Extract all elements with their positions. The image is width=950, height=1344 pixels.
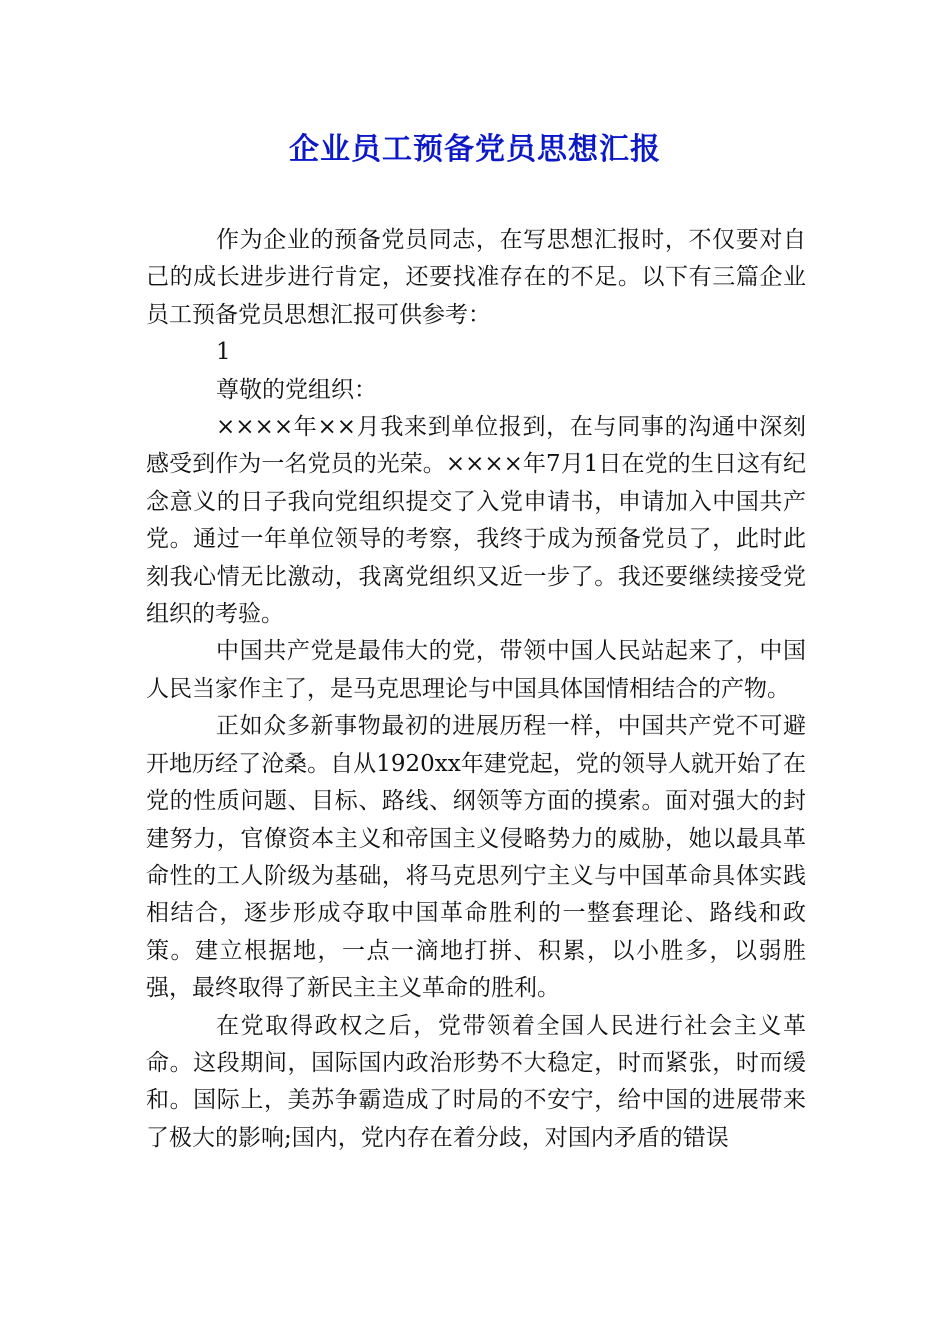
body-paragraph: 中国共产党是最伟大的党，带领中国人民站起来了，中国人民当家作主了，是马克思理论与中国具体国情相结合的产物。 [146, 638, 806, 702]
salutation: 尊敬的党组织： [216, 376, 377, 403]
section-number: 1 [216, 339, 231, 366]
document-body [146, 222, 806, 1157]
body-paragraph: 正如众多新事物最初的进展历程一样，中国共产党不可避开地历经了沧桑。自从1920xx年建党起，党的领导人就开始了在党的性质问题、目标、路线、纲领等方面的摸索。面对强大的封建努力，官僚资本主义和帝国主义侵略势力的威胁，她以最具革命性的工人阶级为基础，将马克思列宁主义与中国革命具体实践相结合，逐步形成夺取中国革命胜利的一整套理论、路线和政策。建立根据地，一点一滴地打拼、积累，以小胜多，以弱胜强，最终取得了新民主主义革命的胜利。 [146, 713, 806, 1002]
body-paragraph: 在党取得政权之后，党带领着全国人民进行社会主义革命。这段期间，国际国内政治形势不大稳定，时而紧张，时而缓和。国际上，美苏争霸造成了时局的不安宁，给中国的进展带来了极大的影响;国内，党内存在着分歧，对国内矛盾的错误 [146, 1012, 806, 1151]
document-title: 企业员工预备党员思想汇报 [289, 132, 661, 167]
intro-paragraph: 作为企业的预备党员同志，在写思想汇报时，不仅要对自己的成长进步进行肯定，还要找准存在的不足。以下有三篇企业员工预备党员思想汇报可供参考： [146, 227, 806, 328]
body-paragraph: ××××年××月我来到单位报到，在与同事的沟通中深刻感受到作为一名党员的光荣。××××年7月1日在党的生日这有纪念意义的日子我向党组织提交了入党申请书，申请加入中国共产党。通过一年单位领导的考察，我终于成为预备党员了，此时此刻我心情无比激动，我离党组织又近一步了。我还要继续接受党组织的考验。 [146, 414, 806, 628]
